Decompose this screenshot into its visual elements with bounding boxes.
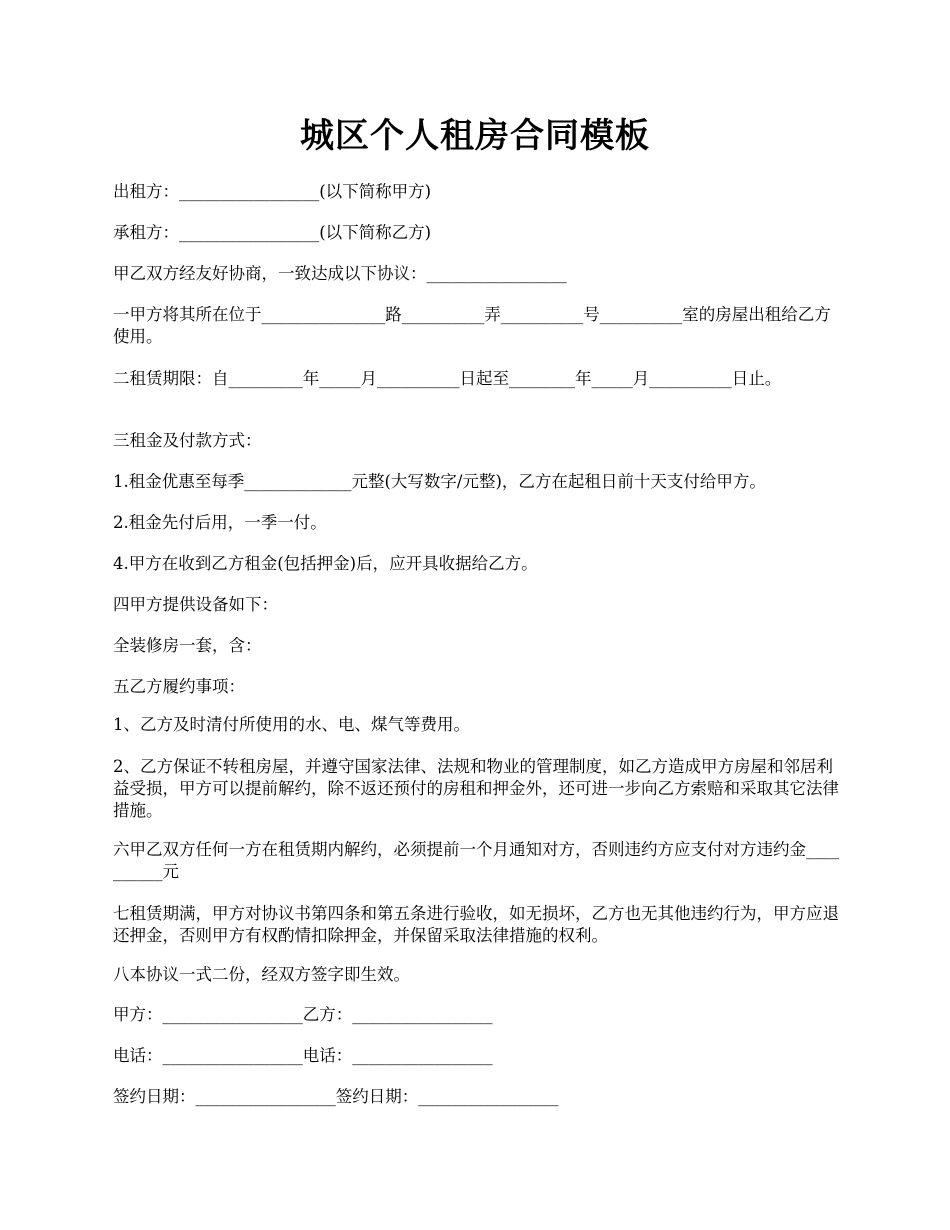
clause-4-detail: 全装修房一套，含： — [113, 636, 262, 655]
clause-5-item-2: 2、乙方保证不转租房屋，并遵守国家法律、法规和物业的管理制度，如乙方造成甲方房屋和邻居利益受损，甲方可以提前解约，除不返还预付的房租和押金外，还可进一步向乙方索赔和采取其它法律措施。 — [113, 757, 839, 820]
agreement-intro: 甲乙双方经友好协商，一致达成以下协议：_________________ — [113, 264, 567, 283]
document-title: 城区个人租房合同模板 — [300, 116, 650, 156]
clause-5-item-1: 1、乙方及时清付所使用的水、电、煤气等费用。 — [113, 715, 470, 734]
clause-2-term: 二租赁期限：自_________年_____月__________日起至________年_____月__________日止。 — [113, 369, 782, 388]
clause-8-effect: 八本协议一式二份，经双方签字即生效。 — [113, 965, 410, 984]
clause-3-heading: 三租金及付款方式： — [113, 431, 262, 450]
clause-3-item-4: 4.甲方在收到乙方租金(包括押金)后，应开具收据给乙方。 — [113, 554, 538, 573]
signature-dates: 签约日期：_________________签约日期：_________________ — [113, 1087, 559, 1106]
clause-5-heading: 五乙方履约事项： — [113, 677, 245, 696]
clause-3-item-1: 1.租金优惠至每季_____________元整(大写数字/元整)，乙方在起租日前十天支付给甲方。 — [113, 472, 766, 491]
clause-7-expiry: 七租赁期满，甲方对协议书第四条和第五条进行验收，如无损坏，乙方也无其他违约行为，甲方应退还押金，否则甲方有权酌情扣除押金，并保留采取法律措施的权利。 — [113, 904, 839, 945]
clause-1-premises: 一甲方将其所在位于_______________路__________弄__________号__________室的房屋出租给乙方使用。 — [113, 305, 831, 346]
signature-parties: 甲方：_________________乙方：_________________ — [113, 1005, 493, 1024]
lessee-line: 承租方：_________________(以下简称乙方) — [113, 223, 432, 242]
lessor-line: 出租方：_________________(以下简称甲方) — [113, 182, 432, 201]
clause-6-termination: 六甲乙双方任何一方在租赁期内解约，必须提前一个月通知对方，否则违约方应支付对方违约金__________元 — [113, 840, 839, 881]
signature-phones: 电话：_________________电话：_________________ — [113, 1046, 493, 1065]
clause-3-item-2: 2.租金先付后用，一季一付。 — [113, 513, 327, 532]
clause-4-heading: 四甲方提供设备如下： — [113, 595, 278, 614]
